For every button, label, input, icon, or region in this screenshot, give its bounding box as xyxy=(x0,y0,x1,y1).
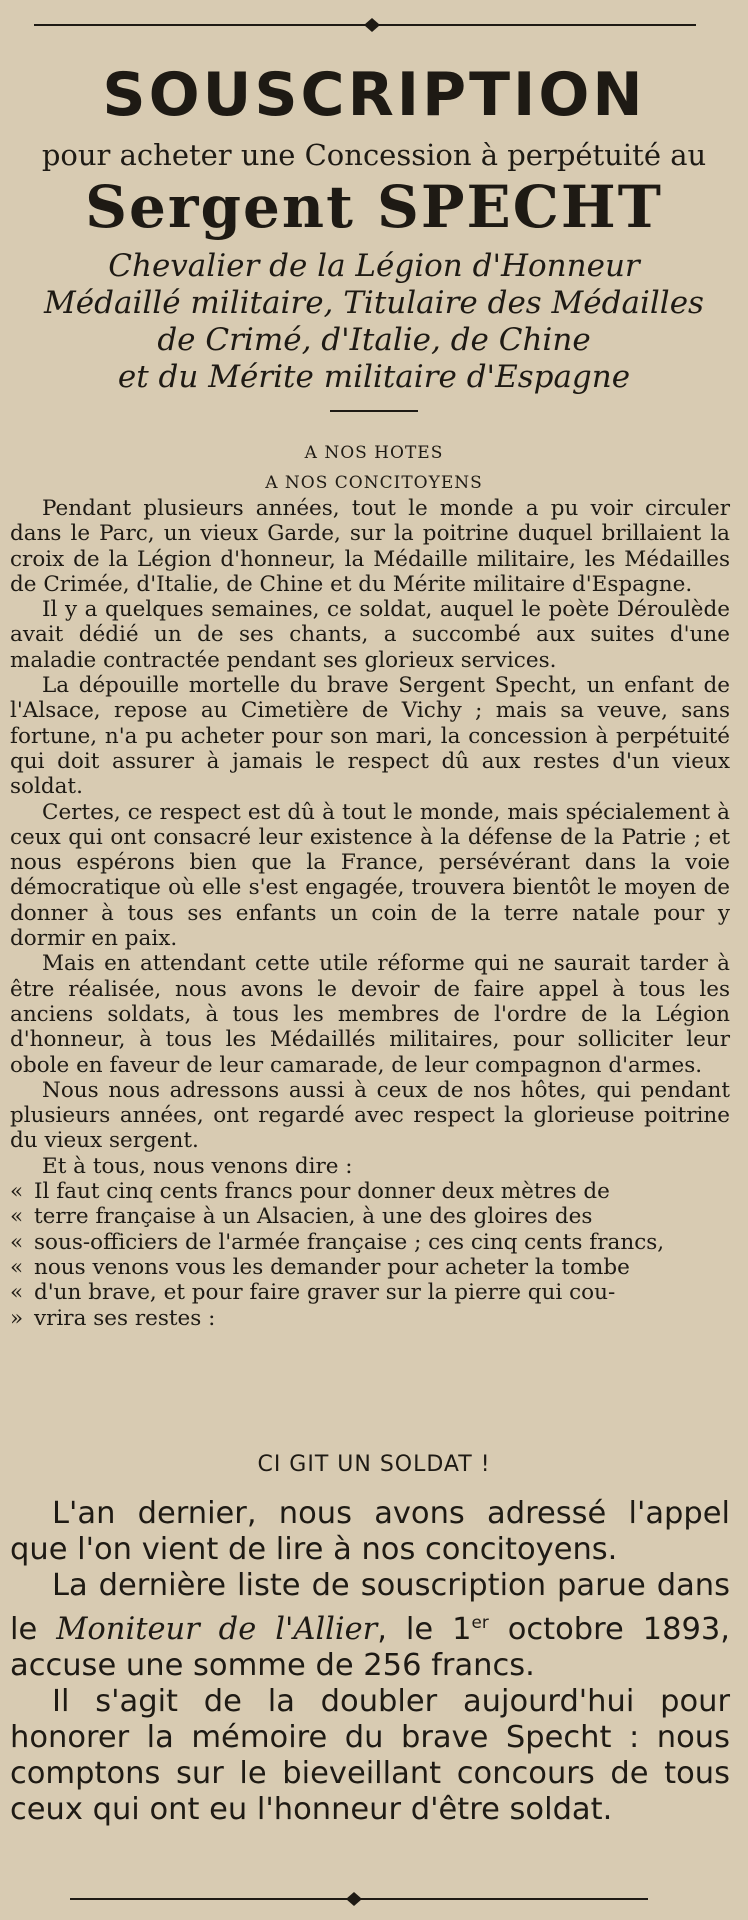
document-title: SOUSCRIPTION xyxy=(102,60,646,130)
quote-text: vrira ses restes : xyxy=(34,1305,216,1331)
quote-mark: « xyxy=(10,1254,24,1280)
appeal-text xyxy=(10,496,730,1331)
honors-block xyxy=(0,248,748,396)
honor-line: Chevalier de la Légion d'Honneur xyxy=(108,248,640,284)
quoted-appeal xyxy=(10,1179,730,1331)
honoree-name: Sergent SPECHT xyxy=(85,173,663,241)
journal-name: Moniteur de l'Allier xyxy=(56,1612,378,1648)
closing-text-part: , le 1 xyxy=(377,1612,472,1648)
honor-line: de Crimé, d'Italie, de Chine xyxy=(157,322,591,358)
paragraph: Nous nous adressons aussi à ceux de nos hôtes, qui pendant plusieurs années, ont regardé avec respect la glorieuse poitrine du vieux sergent. xyxy=(10,1077,730,1154)
paragraph: Il y a quelques semaines, ce soldat, auquel le poète Déroulède avait dédié un de ses chants, a succombé aux suites d'une maladie contractée pendant ses glorieux services. xyxy=(10,597,730,673)
kicker-hosts: A NOS HOTES xyxy=(304,443,444,463)
quote-line xyxy=(10,1179,730,1205)
quote-text: nous venons vous les demander pour acheter la tombe xyxy=(34,1254,630,1280)
paragraph: Mais en attendant cette utile réforme qui ne saurait tarder à être réalisée, nous avons le devoir de faire appel à tous les anciens soldats, à tous les membres de l'ordre de la Légion d'honneur, à tous les Médaillés militaires, pour solliciter leur obole en faveur de leur camarade, de leur compagnon d'armes. xyxy=(10,951,730,1078)
quote-mark: « xyxy=(10,1204,24,1230)
quote-line xyxy=(10,1204,730,1230)
closing-text-part: octobre 1893, accuse une somme de 256 francs. xyxy=(10,1612,731,1684)
quote-mark: « xyxy=(10,1229,24,1255)
quote-text: Il faut cinq cents francs pour donner deux mètres de xyxy=(34,1179,610,1205)
closing-paragraph-3: Il s'agit de la doubler aujourd'hui pour honorer la mémoire du brave Specht : nous comptons sur le bieveillant concours de tous ceux qui ont eu l'honneur d'être soldat. xyxy=(10,1684,730,1828)
quote-line xyxy=(10,1280,730,1306)
document-subtitle: pour acheter une Concession à perpétuité au xyxy=(41,138,707,172)
quote-mark: » xyxy=(10,1305,24,1331)
quote-text: terre française à un Alsacien, à une des gloires des xyxy=(34,1204,593,1230)
paragraph: Pendant plusieurs années, tout le monde a pu voir circuler dans le Parc, un vieux Garde, sur la poitrine duquel brillaient la croix de la Légion d'honneur, la Médaille militaire, les Médailles de Crimée, d'Italie, de Chine et du Mérite militaire d'Espagne. xyxy=(10,496,730,597)
quote-mark: « xyxy=(10,1280,24,1306)
quote-line xyxy=(10,1254,730,1280)
epitaph: CI GIT UN SOLDAT ! xyxy=(257,1452,491,1477)
paragraph: Certes, ce respect est dû à tout le monde, mais spécialement à ceux qui ont consacré leur existence à la défense de la Patrie ; et nous espérons bien que la France, persévérant dans la voie démocratique où elle s'est engagée, trouvera bientôt le moyen de donner à tous ses enfants un coin de la terre natale pour y dormir en paix. xyxy=(10,799,730,952)
section-divider xyxy=(330,410,418,412)
paragraph: La dépouille mortelle du brave Sergent Specht, un enfant de l'Alsace, repose au Cimetière de Vichy ; mais sa veuve, sans fortune, n'a pu acheter pour son mari, la concession à perpétuité qui doit assurer à jamais le respect dû aux restes d'un vieux soldat. xyxy=(10,673,730,800)
quote-mark: « xyxy=(10,1179,24,1205)
kicker-citizens: A NOS CONCITOYENS xyxy=(265,473,483,493)
bottom-ornamental-rule xyxy=(0,1888,748,1910)
honor-line: Médaillé militaire, Titulaire des Médailles xyxy=(44,285,704,321)
quote-text: d'un brave, et pour faire graver sur la pierre qui cou- xyxy=(34,1280,616,1306)
closing-text xyxy=(10,1496,730,1828)
closing-paragraph-1: L'an dernier, nous avons adressé l'appel que l'on vient de lire à nos concitoyens. xyxy=(10,1496,730,1567)
closing-text-part: La dernière liste de souscription parue dans le xyxy=(10,1568,730,1648)
ordinal-suffix: er xyxy=(471,1612,489,1632)
quote-line xyxy=(10,1305,730,1331)
paragraph: Et à tous, nous venons dire : xyxy=(42,1153,353,1179)
quote-line xyxy=(10,1229,730,1255)
quote-text: sous-officiers de l'armée française ; ces cinq cents francs, xyxy=(34,1229,665,1255)
honor-line: et du Mérite militaire d'Espagne xyxy=(117,359,631,395)
top-ornamental-rule xyxy=(0,14,748,36)
closing-paragraph-2 xyxy=(10,1568,730,1684)
